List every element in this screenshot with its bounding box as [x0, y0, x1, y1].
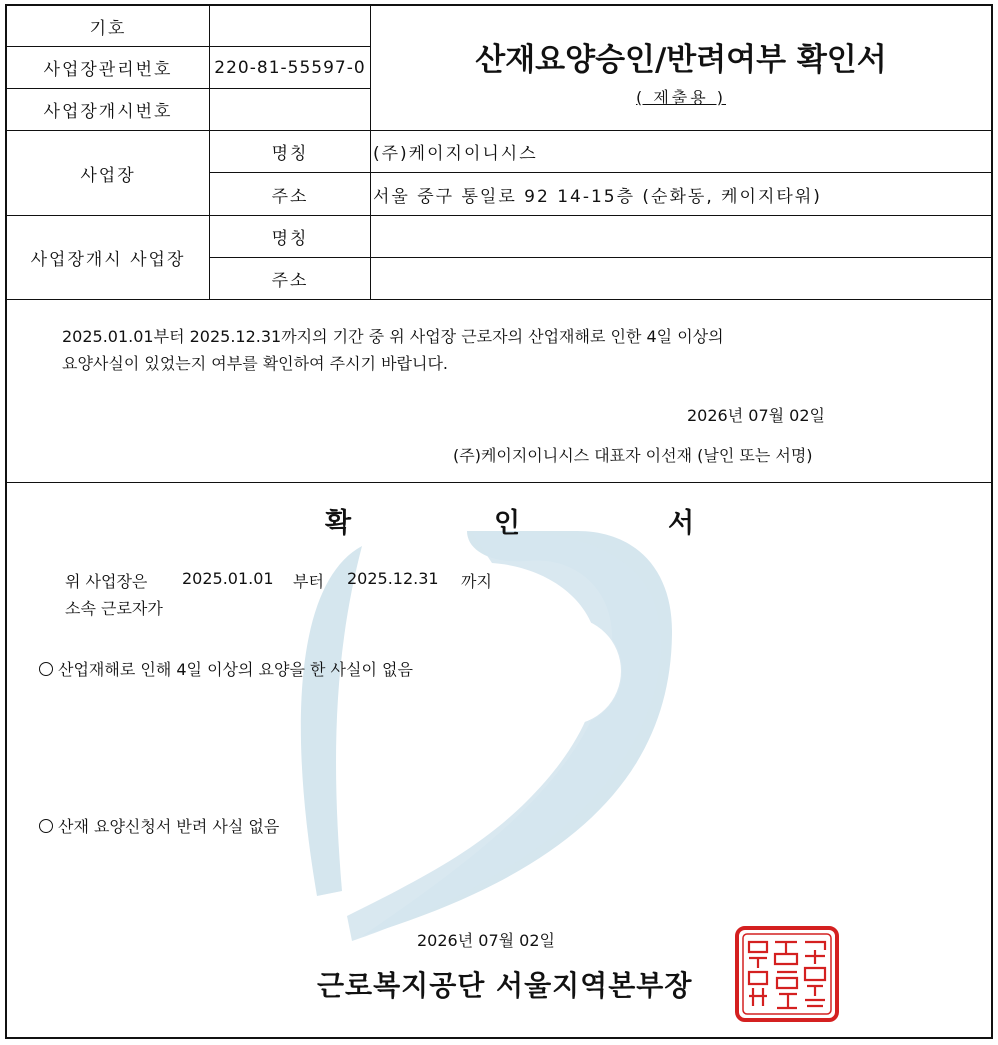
document-subtitle: ( 제출용 )	[635, 88, 727, 107]
option-no-rejection-text: 산재 요양신청서 반려 사실 없음	[58, 817, 280, 836]
code-value	[210, 6, 371, 47]
code-label: 기호	[7, 6, 210, 47]
workplace-label: 사업장	[7, 131, 210, 216]
option-no-injury	[39, 657, 413, 680]
start-workplace-label: 사업장개시 사업장	[7, 216, 210, 300]
start-no-value	[210, 89, 371, 131]
start-workplace-address-label: 주소	[210, 258, 371, 300]
agency-logo-watermark-fill	[277, 521, 707, 951]
workplace-address-value: 서울 중구 통일로 92 14-15층 (순화동, 케이지타워)	[371, 173, 991, 216]
request-section	[7, 300, 991, 483]
start-workplace-address-value	[371, 258, 991, 300]
workers-line: 소속 근로자가	[65, 599, 163, 618]
workplace-name-value: (주)케이지이니시스	[371, 131, 991, 173]
confirmation-date: 2026년 07월 02일	[417, 931, 555, 950]
period-prefix: 위 사업장은	[65, 572, 148, 591]
request-line-2: 요양사실이 있었는지 여부를 확인하여 주시기 바랍니다.	[62, 354, 449, 373]
issuer-name: 근로복지공단 서울지역본부장	[317, 969, 693, 1002]
workplace-address-label: 주소	[210, 173, 371, 216]
document-title: 산재요양승인/반려여부 확인서	[475, 42, 887, 78]
option-no-injury-text: 산업재해로 인해 4일 이상의 요양을 한 사실이 없음	[58, 660, 413, 679]
period-end-date: 2025.12.31	[347, 569, 439, 588]
circle-bullet-icon	[39, 819, 53, 833]
option-no-rejection	[39, 814, 279, 837]
confirmation-title-char-1: 확	[325, 508, 352, 539]
start-workplace-name-label: 명칭	[210, 216, 371, 258]
start-no-label: 사업장개시번호	[7, 89, 210, 131]
title-block	[371, 6, 991, 131]
confirmation-title-char-2: 인	[494, 508, 521, 539]
period-start-date: 2025.01.01	[182, 569, 274, 588]
period-to-word: 까지	[461, 572, 492, 591]
request-signer: (주)케이지이니시스 대표자 이선재 (날인 또는 서명)	[453, 446, 813, 465]
start-workplace-name-value	[371, 216, 991, 258]
confirmation-title-char-3: 서	[668, 508, 695, 539]
official-seal-stamp	[733, 924, 841, 1024]
period-from-word: 부터	[293, 572, 324, 591]
circle-bullet-icon	[39, 662, 53, 676]
workplace-name-label: 명칭	[210, 131, 371, 173]
mgmt-no-value: 220-81-55597-0	[210, 47, 371, 89]
request-date: 2026년 07월 02일	[687, 406, 825, 425]
mgmt-no-label: 사업장관리번호	[7, 47, 210, 89]
request-line-1: 2025.01.01부터 2025.12.31까지의 기간 중 위 사업장 근로자의 산업재해로 인한 4일 이상의	[62, 327, 724, 346]
certificate-document	[5, 4, 993, 1039]
